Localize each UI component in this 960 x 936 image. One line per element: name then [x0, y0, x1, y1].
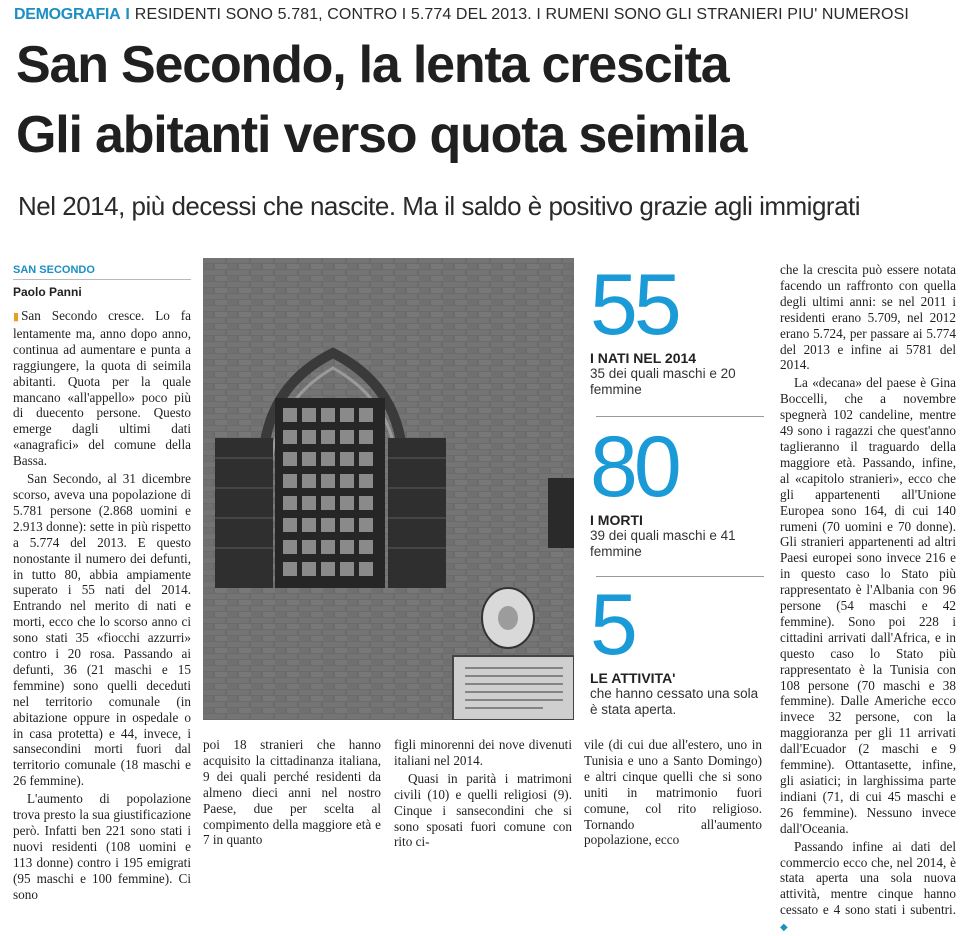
- column-3-text-1: figli minorenni dei nove divenuti italiani nel 2014.: [394, 737, 572, 768]
- stat-deaths-number: 80: [590, 419, 678, 515]
- kicker-line: [14, 4, 954, 26]
- paragraph-2: San Secondo, al 31 dicembre scorso, aveva una popolazione di 5.781 persone (2.868 uomini e 2.913 donne): sette in più rispetto a 5.774 del 2013. E questo nonostante il numero dei defunti, in tutto 80, abbia ampiamente superato i 55 nati del 2014. Entrando nel merito di nati e morti, ecco che lo scorso anno ci sono stati 35 «fiocchi azzurri» contro i 20 rosa. Passando ai defunti, 36 (21 maschi e 15 femmine) sono quelli deceduti nel territorio comunale (in abitazione oppure in ospedale o in casa protetta) e 44, invece, i sansecondini morti fuori dal territorio comunale (18 maschi e 26 femmine).: [13, 471, 191, 789]
- article-column-2: [203, 737, 381, 848]
- article-column-1: [13, 308, 191, 903]
- column-5-text-2: La «decana» del paese è Gina Boccelli, che a novembre spegnerà 102 candeline, mentre 49 sono i ragazzi che quest'anno taglieranno il traguardo della maggiore età. Passando, infine, al «capitolo stranieri», ecco che gli appartenenti all'Unione Europea sono 164, di cui 140 rumeni (70 uomini e 70 donne). Gli stranieri appartenenti ad altri Paesi europei sono invece 216 e in questo caso lo Stato più rappresentato è l'Albania con 96 persone (54 maschi e 42 femmine). Sono poi 228 i cittadini arrivati dall'Africa, e in questo caso lo Stato più rappresentato è la Tunisia con 108 persone (70 maschi e 38 femmine). Dalle Americhe ecco invece 32 persone, con la maggioranza per gli 11 arrivati dall'Ecuador (2 maschi e 9 femmine). Ottantasette, infine, gli asiatici; in larghissima parte indiani (71, di cui 45 maschi e 26 femmine). Nessuno invece dall'Oceania.: [780, 375, 956, 836]
- kicker-text: RESIDENTI SONO 5.781, CONTRO I 5.774 DEL 2013. I RUMENI SONO GLI STRANIERI PIU' NUMEROSI: [134, 6, 909, 23]
- stat-births-label: I NATI NEL 2014: [590, 350, 697, 366]
- end-of-article-icon: ◆: [780, 922, 788, 934]
- section-label: SAN SECONDO: [13, 263, 191, 280]
- stat-businesses: [590, 577, 762, 718]
- subheadline: Nel 2014, più decessi che nascite. Ma il saldo è positivo grazie agli immigrati: [18, 191, 861, 221]
- paragraph-3: L'aumento di popolazione trova presto la sua giustificazione però. Infatti ben 221 sono stati i nuovi residenti (108 uomini e 113 donne) contro i 195 emigrati (95 maschi e 100 femmine). Ci sono: [13, 791, 191, 902]
- paragraph-1-text: San Secondo cresce. Lo fa lentamente ma, anno dopo anno, continua ad aumentare e punta a raggiungere, la quota di seimila abitanti. Quota per la quale mancano «all'appello» poco più di duecento persone. Questo emerge dagli ultimi dati «anagrafici» del comune della Bassa.: [13, 308, 191, 469]
- stat-births: [590, 257, 762, 398]
- stat-births-number: 55: [590, 257, 678, 353]
- stat-births-detail: 35 dei quali maschi e 20 femmine: [590, 366, 736, 397]
- section-tag: DEMOGRAFIA: [14, 6, 121, 23]
- headline-line-2: Gli abitanti verso quota seimila: [16, 106, 747, 164]
- stat-deaths-label: I MORTI: [590, 512, 643, 528]
- stat-deaths-detail: 39 dei quali maschi e 41 femmine: [590, 528, 736, 559]
- column-5-text-3-body: Passando infine ai dati del commercio ecco che, nel 2014, è stata aperta una sola nuova attività, mentre cinque hanno cessato e 4 sono stati i subentri.: [780, 838, 956, 918]
- column-5-text-3: [780, 839, 956, 936]
- column-2-text: poi 18 stranieri che hanno acquisito la cittadinanza italiana, 9 dei quali perché residenti da almeno dieci anni nel nostro Paese, due per scelta al compimento della maggiore età e 7 in quanto: [203, 737, 381, 848]
- author-byline: Paolo Panni: [13, 285, 82, 299]
- article-column-5: [780, 262, 956, 936]
- building-photo: [203, 258, 574, 720]
- column-4-text: vile (di cui due all'estero, uno in Tunisia e uno a Santo Domingo) e altri cinque quelli che si sono uniti in matrimonio fuori comune, col rito religioso. Tornando all'aumento popolazione, ecco: [584, 737, 762, 848]
- paragraph-marker-icon: ▮: [13, 311, 20, 323]
- paragraph-1: [13, 308, 191, 469]
- column-3-text-2: Quasi in parità i matrimoni civili (10) e quelli religiosi (9). Cinque i sansecondini che si sono sposati fuori comune con rito ci-: [394, 770, 572, 850]
- stat-businesses-detail: che hanno cessato una sola è stata aperta.: [590, 686, 759, 717]
- article-column-4: [584, 737, 762, 848]
- stat-businesses-label: LE ATTIVITA': [590, 670, 676, 686]
- headline-line-1: San Secondo, la lenta crescita: [16, 36, 729, 94]
- stat-deaths: [590, 419, 762, 560]
- building-photo-image: [203, 258, 574, 720]
- stat-divider-1: [596, 416, 764, 417]
- kicker-separator: I: [125, 6, 130, 23]
- column-5-text-1: che la crescita può essere notata facendo un raffronto con quella degli ultimi anni: se nel 2011 i residenti erano 5.709, nel 2012 erano 5.724, per passare ai 5.774 del 2013 e infine ai 5781 del 2014.: [780, 262, 956, 373]
- article-column-3: [394, 737, 572, 850]
- stat-businesses-number: 5: [590, 577, 634, 673]
